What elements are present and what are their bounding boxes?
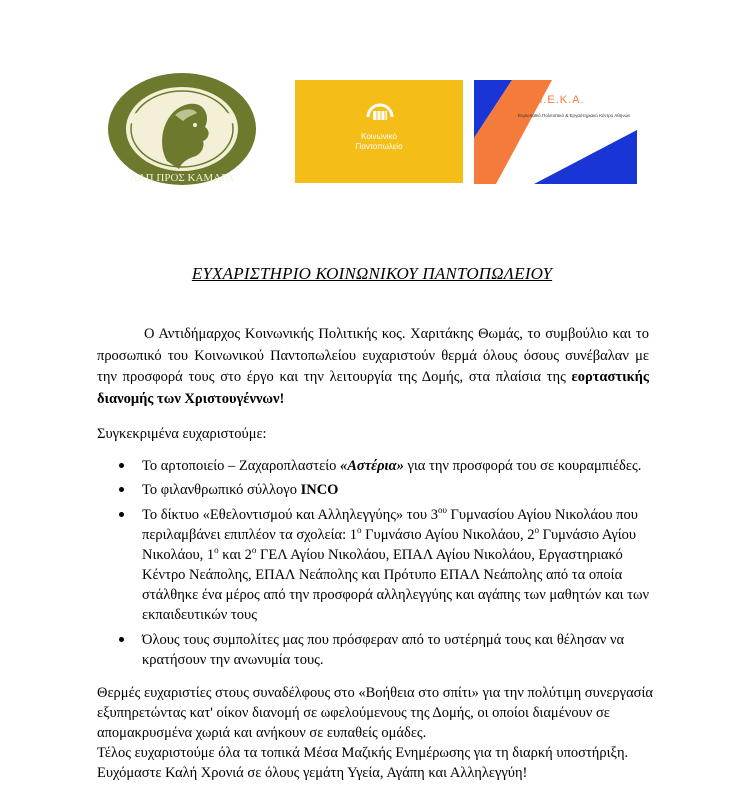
bullet-text: Γυμνάσιο Αγίου Νικολάου, 2 (361, 527, 535, 543)
seal-inscription: ΛΑΠ ΠΡΟΣ ΚΑΜΑΡΑ (129, 172, 235, 184)
intro-paragraph (97, 324, 649, 410)
bullet-icon (119, 512, 124, 517)
bullet-text: Το αρτοποιείο – Ζαχαροπλαστείο (142, 458, 340, 474)
bullet-text: Το δίκτυο «Εθελοντισμού και Αλληλεγγύης» του 3 (142, 507, 438, 523)
seal-emblem-icon (97, 69, 267, 189)
ordinal-sup: ο (357, 525, 362, 536)
epeka-subtitle: Ευρωπαϊκό Πολιτιστικό & Εργαστηριακό Κέντρο Αθηνών (518, 113, 631, 118)
bullet-text: και 2 (218, 547, 252, 563)
grocery-label-line2: Παντοπωλείο (355, 142, 403, 151)
bullet-text: Γυμνάσιο Αγίου Νικολάου, 1 (142, 527, 637, 563)
ordinal-sup: ου (437, 505, 447, 516)
thanks-list (115, 456, 655, 670)
closing-paragraph-wishes: Ευχόμαστε Καλή Χρονιά σε όλους γεμάτη Υγεία, Αγάπη και Αλληλεγγύη! (97, 765, 528, 781)
ordinal-sup: ο (534, 525, 539, 536)
social-grocery-logo (295, 80, 463, 183)
epeka-logo (474, 80, 637, 184)
bakery-name: «Αστέρια» (339, 458, 404, 474)
list-item (115, 630, 655, 670)
ordinal-sup: ο (251, 545, 257, 556)
basket-icon (295, 80, 463, 140)
bullet-icon (119, 637, 124, 642)
epeka-title: Ε.Π.Ε.Κ.Α. (522, 94, 585, 106)
bullet-text: ΓΕΛ Αγίου Νικολάου, ΕΠΑΛ Αγίου Νικολάου, Εργαστηριακό Κέντρο Νεάπολης, ΕΠΑΛ Νεάπολης και Πρότυπο ΕΠΑΛ Νεάπολης από τα οποία στάλθηκε ένα μέρος από την προσφορά αλληλεγγύης και αγάπης των μαθητών και των εκπαιδευτικών τους (142, 547, 650, 623)
inco-name: INCO (300, 482, 339, 498)
social-grocery-label (295, 132, 463, 152)
ordinal-sup: ο (214, 545, 219, 556)
intro-text: Ο Αντιδήμαρχος Κοινωνικής Πολιτικής κος. Χαριτάκης Θωμάς, το συμβούλιο και το προσωπικό του Κοινωνικού Παντοπωλείου ευχαριστούν θερμά όλους όσους συνέβαλαν με την προσφορά τους στο έργο και την λειτουργία της Δομής, στα πλαίσια της (97, 326, 649, 385)
bullet-icon (119, 487, 124, 492)
intro-bold-text: εορταστικής διανομής των Χριστουγέννων! (97, 369, 649, 407)
bullet-text: για την προσφορά του σε κουραμπιέδες. (403, 458, 642, 474)
specifically-label: Συγκεκριμένα ευχαριστούμε: (97, 426, 267, 442)
list-item (115, 480, 655, 500)
list-item (115, 505, 655, 625)
bullet-text: Όλους τους συμπολίτες μας που πρόσφεραν από το υστέρημά τους και θέλησαν να κρατήσουν την ανωνυμία τους. (142, 632, 625, 668)
closing-paragraph-media: Τέλος ευχαριστούμε όλα τα τοπικά Μέσα Μαζικής Ενημέρωσης για τη διαρκή υποστήριξη. (97, 745, 629, 761)
bullet-text: Γυμνασίου Αγίου Νικολάου που περιλαμβάνει επιπλέον τα σχολεία: 1 (142, 507, 638, 543)
document-heading: ΕΥΧΑΡΙΣΤΗΡΙΟ ΚΟΙΝΩΝΙΚΟΥ ΠΑΝΤΟΠΩΛΕΙΟΥ (191, 264, 553, 283)
bullet-icon (119, 463, 124, 468)
bullet-text: Το φιλανθρωπικό σύλλογο (142, 482, 301, 498)
closing-paragraph-thanks: Θερμές ευχαριστίες στους συναδέλφους στο «Βοήθεια στο σπίτι» για την πολύτιμη συνεργασία εξυπηρετώντας κατ' οίκον διανομή σε ωφελούμενους της Δομής, οι οποίοι διαμένουν σε απομακρυσμένα χωριά και ανήκουν σε ευπαθείς ομάδες. (97, 685, 653, 741)
logo-row (0, 69, 744, 189)
list-item (115, 456, 655, 476)
municipal-seal-logo (97, 69, 267, 189)
grocery-label-line1: Κοινωνικό (361, 132, 397, 141)
closing-section (97, 683, 657, 783)
